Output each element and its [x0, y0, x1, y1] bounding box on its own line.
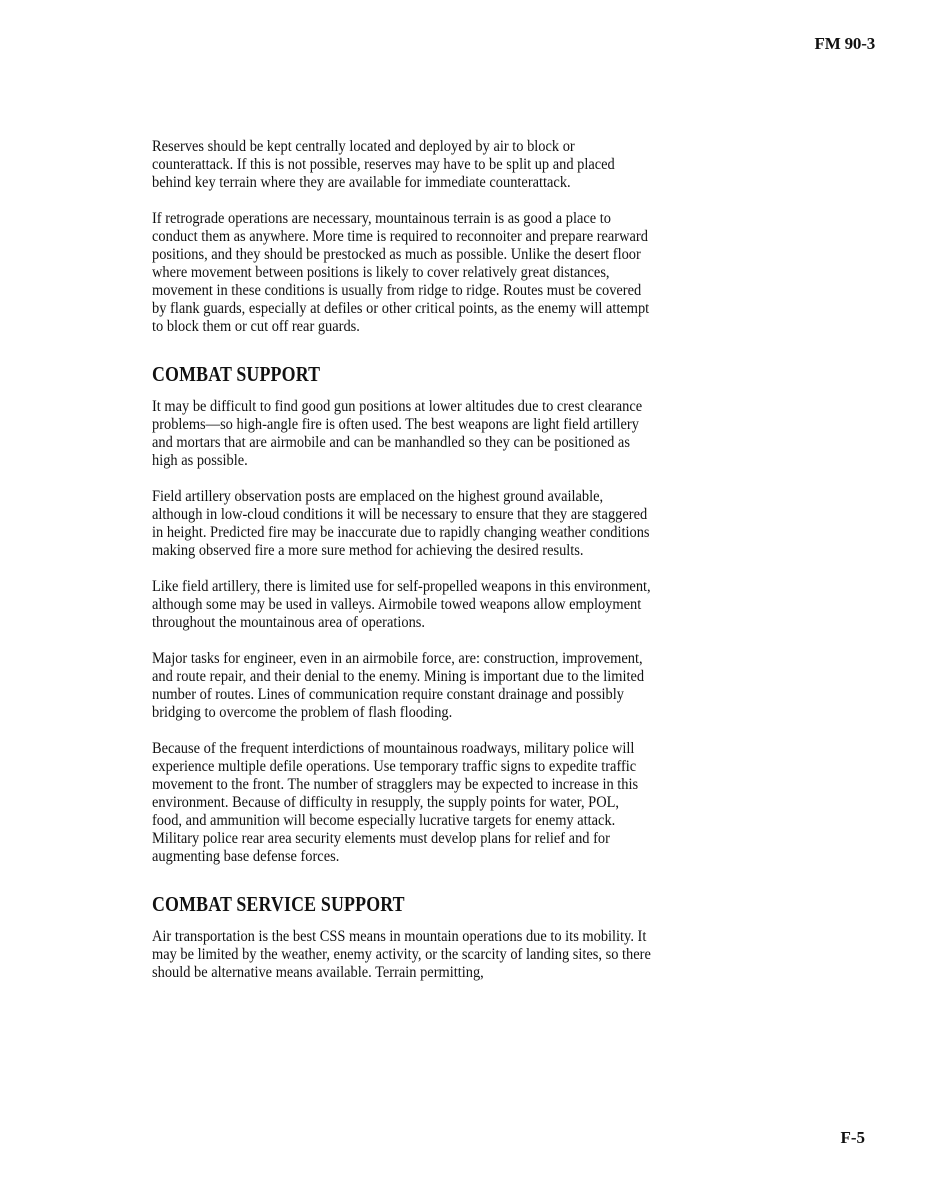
paragraph-reserves: Reserves should be kept centrally located and deployed by air to block or counterattack. If this is not possible, reserves may have to be split up and placed behind key terrain where they are available for immediate counterattack.	[152, 138, 615, 191]
paragraph-air-transportation: Air transportation is the best CSS means in mountain operations due to its mobility. It may be limited by the weather, enemy activity, or the scarcity of landing sites, so there should be alternative means available. Terrain permitting,	[152, 928, 651, 981]
page-number: F-5	[840, 1128, 865, 1147]
paragraph-self-propelled: Like field artillery, there is limited use for self-propelled weapons in this environment, although some may be used in valleys. Airmobile towed weapons allow employment throughout the mountainous area of operations.	[152, 578, 651, 631]
paragraph-gun-positions: It may be difficult to find good gun positions at lower altitudes due to crest clearance problems—so high-angle fire is often used. The best weapons are light field artillery and mortars that are airmobile and can be manhandled so they can be positioned as high as possible.	[152, 398, 643, 469]
page-body	[152, 138, 652, 1000]
paragraph-observation-posts: Field artillery observation posts are emplaced on the highest ground available, although in low-cloud conditions it will be necessary to ensure that they are staggered in height. Predicted fire may be inaccurate due to rapidly changing weather conditions making observed fire a more sure method for achieving the desired results.	[152, 488, 650, 559]
document-id-header: FM 90-3	[814, 34, 875, 53]
paragraph-engineer-tasks: Major tasks for engineer, even in an airmobile force, are: construction, improvement, and route repair, and their denial to the enemy. Mining is important due to the limited number of routes. Lines of communication require constant drainage and possibly bridging to overcome the problem of flash flooding.	[152, 650, 645, 721]
paragraph-retrograde: If retrograde operations are necessary, mountainous terrain is as good a place to conduct them as anywhere. More time is required to reconnoiter and prepare rearward positions, and they should be prestocked as much as possible. Unlike the desert floor where movement between positions is likely to cover relatively great distances, movement in these conditions is usually from ridge to ridge. Routes must be covered by flank guards, especially at defiles or other critical points, as the enemy will attempt to block them or cut off rear guards.	[152, 210, 650, 335]
heading-combat-support: COMBAT SUPPORT	[152, 362, 321, 386]
paragraph-military-police: Because of the frequent interdictions of mountainous roadways, military police will experience multiple defile operations. Use temporary traffic signs to expedite traffic movement to the front. The number of stragglers may be expected to increase in this environment. Because of difficulty in resupply, the supply points for water, POL, food, and ammunition will become especially lucrative targets for enemy attack. Military police rear area security elements must develop plans for relief and for augmenting base defense forces.	[152, 740, 639, 865]
heading-combat-service-support: COMBAT SERVICE SUPPORT	[152, 892, 405, 916]
